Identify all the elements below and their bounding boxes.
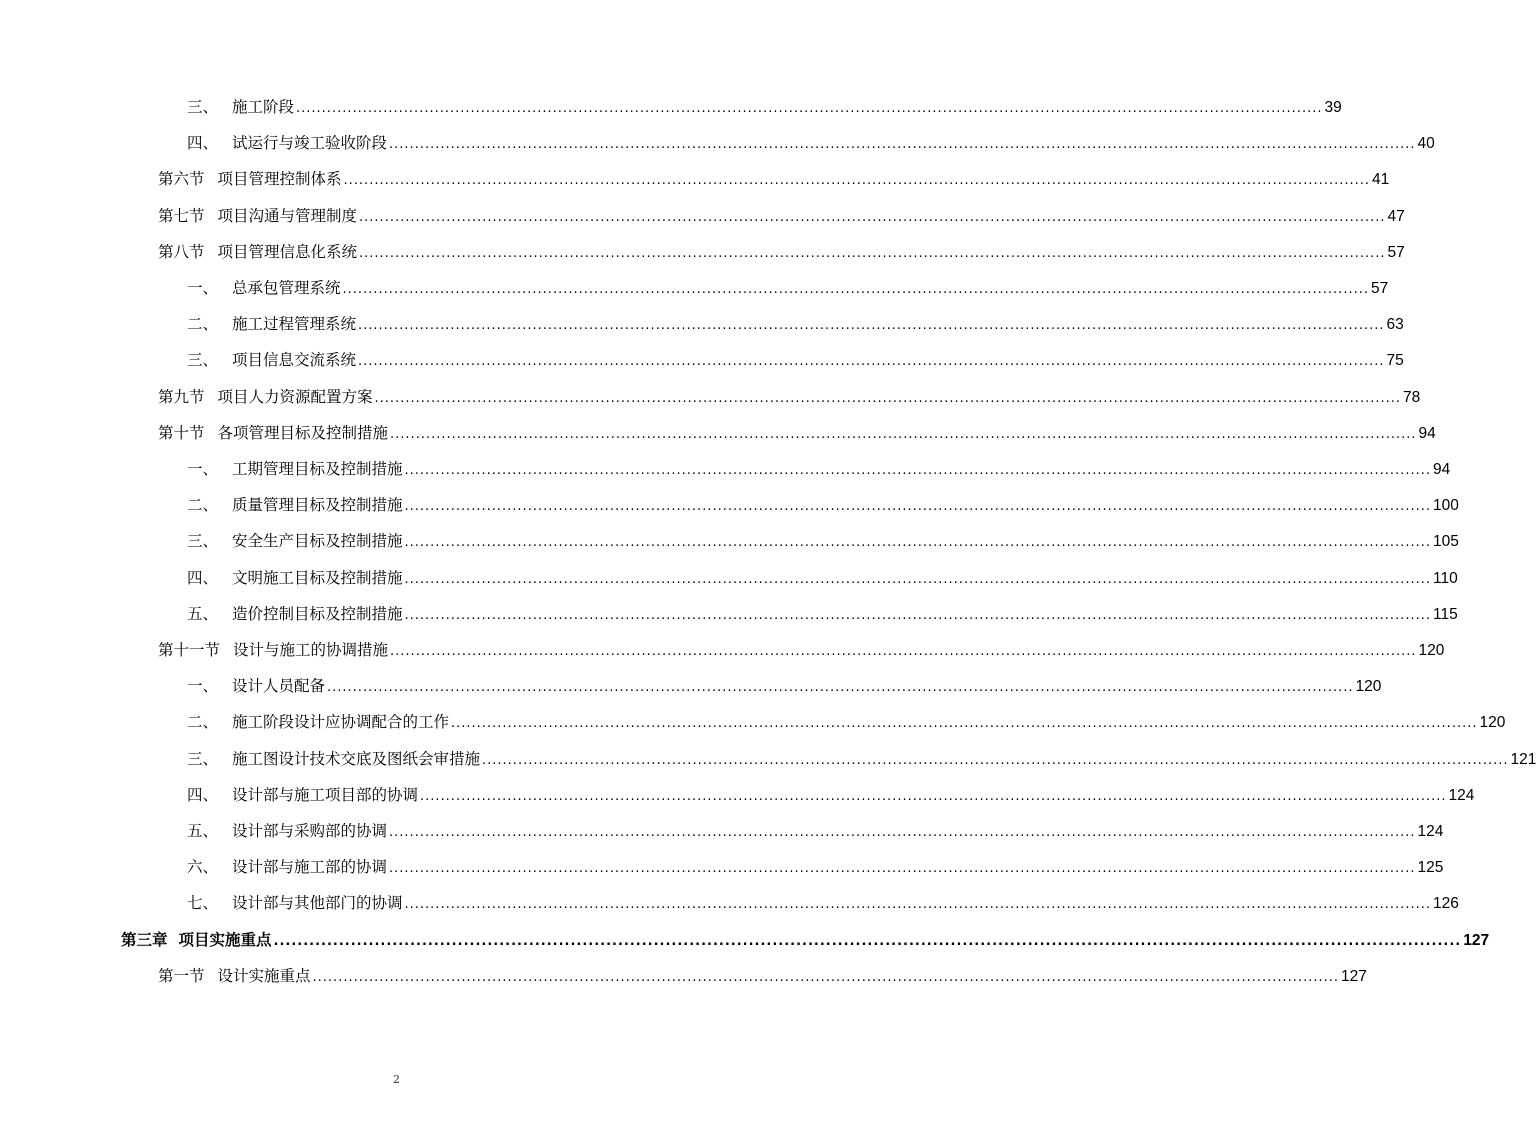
toc-entry-title: 项目沟通与管理制度	[217, 207, 358, 225]
toc-entry-number: 三、	[187, 351, 219, 369]
toc-leader-dots: ........................................................................................................................................................................................................	[359, 210, 1386, 225]
toc-entry-page: 110	[1432, 570, 1458, 587]
toc-entry-number: 五、	[187, 605, 219, 623]
toc-entry-number: 三、	[187, 750, 219, 768]
toc-entry-number: 第十一节	[158, 641, 221, 659]
toc-entry-number: 四、	[187, 569, 219, 587]
toc-entry-title: 设计部与采购部的协调	[232, 822, 388, 840]
toc-leader-dots: ........................................................................................................................................................................................................	[358, 318, 1385, 333]
toc-entry-title: 施工阶段	[232, 98, 295, 116]
toc-entry-title: 工期管理目标及控制措施	[232, 460, 403, 478]
toc-entry[interactable]	[187, 312, 1404, 336]
toc-entry[interactable]	[158, 964, 1367, 988]
toc-entry-number: 第十节	[158, 424, 205, 442]
toc-entry-page: 125	[1417, 859, 1444, 876]
toc-entry[interactable]	[158, 240, 1405, 264]
toc-entry-page: 100	[1432, 497, 1459, 514]
page-number: 2	[393, 1073, 400, 1086]
toc-entry-number: 第九节	[158, 388, 205, 406]
toc-entry[interactable]	[187, 131, 1435, 155]
toc-entry[interactable]	[158, 385, 1421, 409]
toc-leader-dots: ........................................................................................................................................................................................................	[342, 282, 1369, 297]
toc-leader-dots: ........................................................................................................................................................................................................	[482, 753, 1509, 768]
toc-entry-number: 第八节	[158, 243, 205, 261]
toc-entry-page: 94	[1418, 425, 1436, 442]
toc-entry[interactable]	[158, 204, 1405, 228]
toc-entry-title: 项目管理控制体系	[217, 170, 342, 188]
toc-entry-number: 一、	[187, 279, 219, 297]
toc-leader-dots: ........................................................................................................................................................................................................	[374, 391, 1401, 406]
toc-entry-page: 78	[1403, 389, 1421, 406]
toc-entry-title: 总承包管理系统	[232, 279, 341, 297]
toc-entry-number: 第三章	[121, 931, 168, 949]
toc-entry-page: 121	[1510, 751, 1536, 768]
toc-entry-page: 39	[1324, 99, 1342, 116]
toc-entry-title: 施工过程管理系统	[232, 315, 357, 333]
toc-entry-number: 二、	[187, 496, 219, 514]
toc-entry-page: 120	[1355, 678, 1382, 695]
toc-entry-page: 47	[1387, 208, 1405, 225]
toc-entry[interactable]	[187, 855, 1444, 879]
toc-entry[interactable]	[187, 276, 1389, 300]
toc-entry-page: 63	[1386, 316, 1404, 333]
toc-entry-title: 试运行与竣工验收阶段	[232, 134, 388, 152]
toc-leader-dots: ........................................................................................................................................................................................................	[390, 427, 1417, 442]
toc-entry-number: 一、	[187, 460, 219, 478]
toc-leader-dots: ........................................................................................................................................................................................................	[389, 137, 1416, 152]
toc-entry-title: 设计与施工的协调措施	[233, 641, 389, 659]
toc-entry-number: 三、	[187, 98, 219, 116]
toc-entry-title: 安全生产目标及控制措施	[232, 532, 403, 550]
toc-entry-page: 115	[1432, 606, 1458, 623]
toc-entry[interactable]	[187, 95, 1342, 119]
toc-entry[interactable]	[187, 819, 1444, 843]
toc-leader-dots: ........................................................................................................................................................................................................	[312, 970, 1339, 985]
toc-entry-number: 第七节	[158, 207, 205, 225]
toc-entry[interactable]	[158, 421, 1436, 445]
toc-entry-number: 三、	[187, 532, 219, 550]
toc-entry-page: 57	[1387, 244, 1405, 261]
toc-entry-page: 126	[1432, 895, 1459, 912]
toc-entry-number: 第一节	[158, 967, 205, 985]
toc-leader-dots: ........................................................................................................................................................................................................	[327, 680, 1354, 695]
toc-entry-number: 二、	[187, 315, 219, 333]
toc-entry-title: 施工图设计技术交底及图纸会审措施	[232, 750, 481, 768]
toc-entry-title: 设计部与施工项目部的协调	[232, 786, 419, 804]
toc-entry[interactable]	[187, 493, 1459, 517]
toc-entry-page: 124	[1448, 787, 1475, 804]
toc-entry[interactable]	[187, 891, 1459, 915]
toc-entry[interactable]	[121, 928, 1490, 952]
toc-leader-dots: ........................................................................................................................................................................................................	[404, 897, 1431, 912]
toc-entry-title: 各项管理目标及控制措施	[217, 424, 389, 442]
toc-entry-title: 项目管理信息化系统	[217, 243, 358, 261]
toc-leader-dots: ........................................................................................................................................................................................................	[389, 861, 1416, 876]
toc-entry-title: 质量管理目标及控制措施	[232, 496, 403, 514]
toc-leader-dots: ........................................................................................................................................................................................................	[359, 246, 1386, 261]
toc-leader-dots: ........................................................................................................................................................................................................	[404, 608, 1431, 623]
toc-entry[interactable]	[187, 783, 1475, 807]
toc-entry-title: 设计实施重点	[217, 967, 311, 985]
toc-entry[interactable]	[187, 747, 1536, 771]
toc-leader-dots: ........................................................................................................................................................................................................	[358, 354, 1385, 369]
toc-entry-page: 57	[1370, 280, 1389, 297]
toc-leader-dots: ........................................................................................................................................................................................................	[404, 572, 1431, 587]
toc-entry-title: 文明施工目标及控制措施	[232, 569, 403, 587]
toc-leader-dots: ........................................................................................................................................................................................................	[404, 535, 1431, 550]
toc-leader-dots: ........................................................................................................................................................................................................	[273, 934, 1462, 949]
toc-entry-number: 七、	[187, 894, 219, 912]
toc-entry-title: 施工阶段设计应协调配合的工作	[232, 713, 450, 731]
toc-leader-dots: ........................................................................................................................................................................................................	[404, 463, 1431, 478]
toc-entry-page: 75	[1386, 352, 1404, 369]
toc-entry[interactable]	[187, 710, 1506, 734]
toc-entry-title: 项目实施重点	[178, 931, 272, 949]
toc-entry-title: 设计部与施工部的协调	[232, 858, 388, 876]
toc-entry-number: 二、	[187, 713, 219, 731]
toc-entry-page: 124	[1417, 823, 1444, 840]
toc-entry-title: 设计部与其他部门的协调	[232, 894, 403, 912]
toc-entry-page: 120	[1479, 714, 1506, 731]
toc-leader-dots: ........................................................................................................................................................................................................	[390, 644, 1417, 659]
toc-entry-number: 六、	[187, 858, 219, 876]
toc-entry-title: 项目信息交流系统	[232, 351, 357, 369]
toc-entry-title: 设计人员配备	[232, 677, 326, 695]
toc-leader-dots: ........................................................................................................................................................................................................	[404, 499, 1431, 514]
toc-entry[interactable]	[187, 602, 1458, 626]
toc-entry[interactable]	[187, 566, 1458, 590]
toc-entry-number: 一、	[187, 677, 219, 695]
toc-entry[interactable]	[187, 674, 1382, 698]
toc-entry-page: 105	[1432, 533, 1459, 550]
toc-leader-dots: ........................................................................................................................................................................................................	[420, 789, 1447, 804]
toc-leader-dots: ........................................................................................................................................................................................................	[451, 716, 1478, 731]
toc-entry-title: 项目人力资源配置方案	[217, 388, 373, 406]
toc-leader-dots: ........................................................................................................................................................................................................	[296, 101, 1323, 116]
toc-entry-number: 五、	[187, 822, 219, 840]
toc-entry-number: 四、	[187, 134, 219, 152]
toc-entry-page: 120	[1418, 642, 1445, 659]
toc-entry-page: 40	[1417, 135, 1435, 152]
toc-leader-dots: ........................................................................................................................................................................................................	[389, 825, 1416, 840]
toc-entry-page: 41	[1372, 171, 1390, 188]
toc-entry-number: 第六节	[158, 170, 205, 188]
toc-entry[interactable]	[187, 457, 1451, 481]
toc-leader-dots: ........................................................................................................................................................................................................	[343, 173, 1370, 188]
toc-entry-page: 94	[1432, 461, 1451, 478]
toc-entry-page: 127	[1463, 932, 1490, 949]
toc-entry[interactable]	[187, 529, 1459, 553]
toc-entry[interactable]	[187, 348, 1404, 372]
toc-entry-page: 127	[1341, 968, 1367, 985]
toc-entry-number: 四、	[187, 786, 219, 804]
toc-entry-title: 造价控制目标及控制措施	[232, 605, 403, 623]
toc-entry[interactable]	[158, 638, 1445, 662]
toc-entry[interactable]	[158, 167, 1390, 191]
